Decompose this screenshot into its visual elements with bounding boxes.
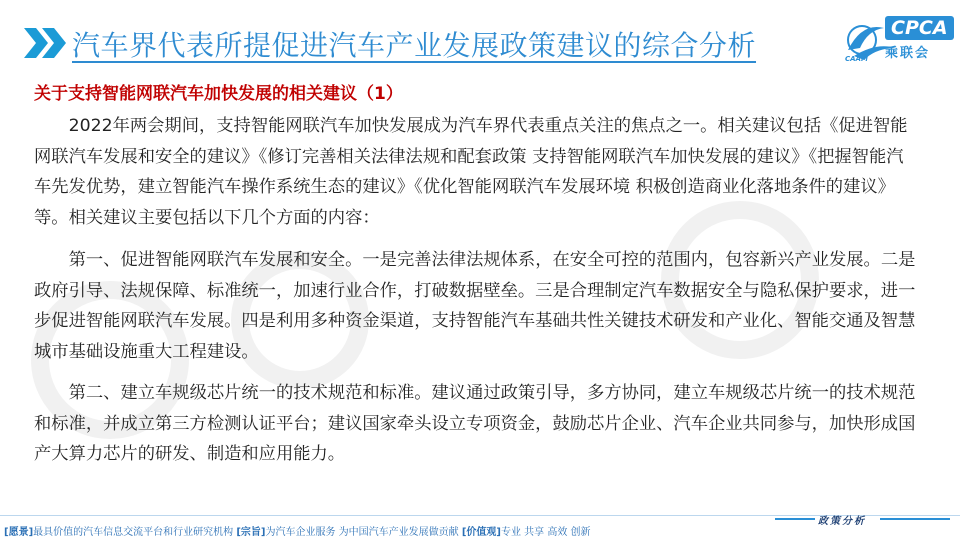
paragraph-intro xyxy=(34,111,920,233)
logo-chinese-name: 乘联会 xyxy=(885,46,931,61)
footer-slogan xyxy=(4,523,591,538)
page-title: 汽车界代表所提促进汽车产业发展政策建议的综合分析 xyxy=(72,29,757,62)
paragraph-text: 第一、促进智能网联汽车发展和安全。一是完善法律法规体系，在安全可控的范围内，包容新兴产业发展。二是政府引导、法规保障、标准统一，加速行业合作，打破数据壁垒。三是合理制定汽车数据安全与隐私保护要求，进一步促进智能网联汽车发展。四是利用多种资金渠道，支持智能汽车基础共性关键技术研发和产业化、智能交通及智慧城市基础设施重大工程建设。 xyxy=(34,250,916,362)
slide-header xyxy=(0,0,960,70)
logo-sub-text: CAAM xyxy=(845,55,868,63)
values-tag: [价值观] xyxy=(461,527,501,538)
vision-text: 最具价值的汽车信息交流平台和行业研究机构 xyxy=(33,527,234,538)
mission-text: 为汽车企业服务 为中国汽车产业发展做贡献 xyxy=(265,527,459,538)
logo-brand-text: CPCA xyxy=(885,16,954,40)
paragraph-text: 2022年两会期间，支持智能网联汽车加快发展成为汽车界代表重点关注的焦点之一。相关建议包括《促进智能网联汽车发展和安全的建议》《修订完善相关法律法规和配套政策 支持智能网联汽车加快发展的建议》《把握智能汽车先发优势，建立智能汽车操作系统生态的建议》《优化智能网联汽车发展环境 积极创造商业化落地条件的建议》等。相关建议主要包括以下几个方面的内容： xyxy=(34,116,908,228)
values-text: 专业 共享 高效 创新 xyxy=(500,527,591,538)
paragraph-text: 第二、建立车规级芯片统一的技术规范和标准。建议通过政策引导，多方协同，建立车规级芯片统一的技术规范和标准，并成立第三方检测认证平台；建议国家牵头设立专项资金，鼓励芯片企业、汽车企业共同参与，加快形成国产大算力芯片的研发、制造和应用能力。 xyxy=(34,383,916,464)
mission-tag: [宗旨] xyxy=(236,527,266,538)
section-subtitle: 关于支持智能网联汽车加快发展的相关建议（1） xyxy=(34,84,403,104)
footer-section-label: 政策分析 xyxy=(818,516,866,527)
paragraph-second-point xyxy=(34,378,920,470)
double-chevron-icon xyxy=(22,26,68,60)
paragraph-first-point xyxy=(34,245,920,367)
footer-divider xyxy=(0,515,960,516)
footer-accent-bar-left xyxy=(775,518,815,520)
vision-tag: [愿景] xyxy=(4,527,34,538)
footer-accent-bar-right xyxy=(880,518,950,520)
